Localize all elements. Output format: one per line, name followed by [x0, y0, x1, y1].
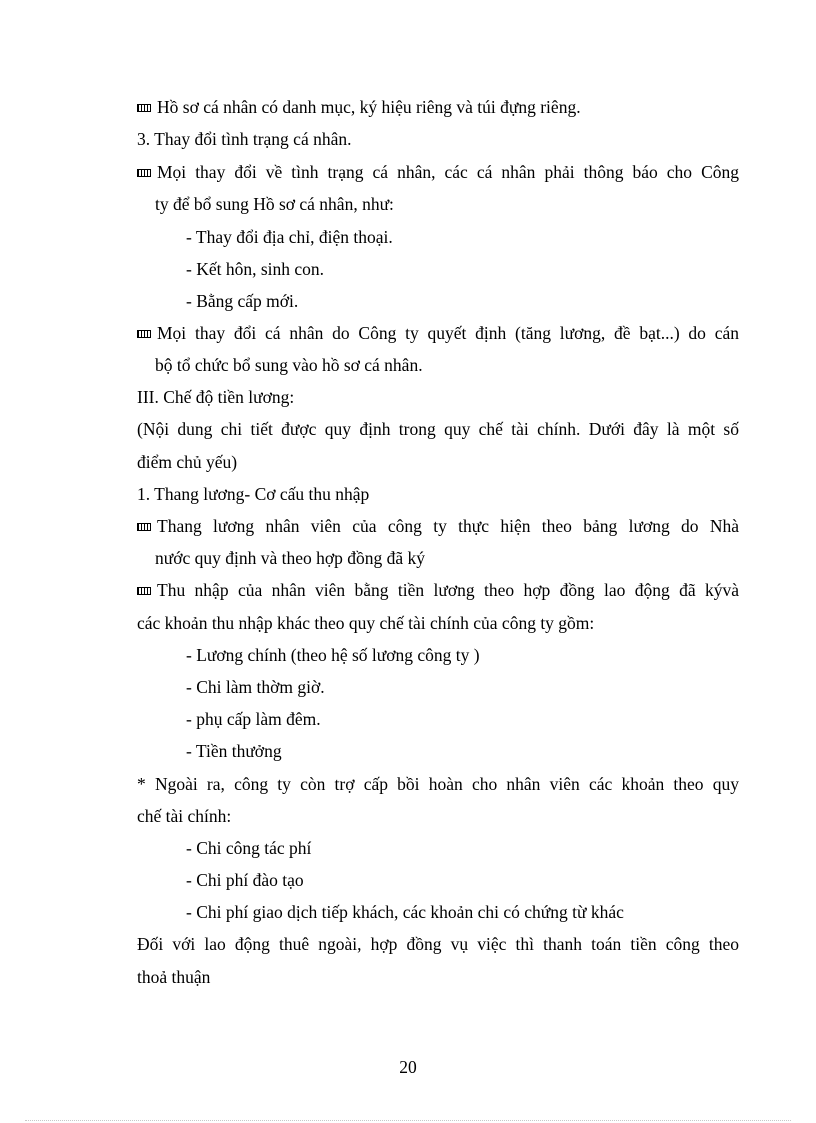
list-item: - Chi phí đào tạo — [186, 870, 304, 890]
list-item: - Kết hôn, sinh con. — [186, 259, 325, 279]
paragraph-line: nước quy định và theo hợp đồng đã ký — [155, 548, 426, 568]
line-text: Thu nhập của nhân viên bằng tiền lương theo hợp đồng lao động đã kývà — [157, 580, 739, 600]
paragraph-line: chế tài chính: — [137, 806, 232, 826]
page-number: 20 — [399, 1057, 417, 1077]
bullet-icon — [137, 330, 151, 338]
bullet-icon — [137, 104, 151, 112]
list-item: - Chi làm thờm giờ. — [186, 677, 325, 697]
paragraph-line: bộ tổ chức bổ sung vào hồ sơ cá nhân. — [155, 355, 423, 375]
paragraph-line — [137, 322, 739, 344]
page-bottom-divider — [25, 1120, 791, 1121]
paragraph-line: thoả thuận — [137, 967, 211, 987]
line-text: Mọi thay đổi cá nhân do Công ty quyết định (tăng lương, đề bạt...) do cán — [157, 323, 739, 343]
paragraph-line: ty để bổ sung Hồ sơ cá nhân, như: — [155, 194, 394, 214]
paragraph-line: các khoản thu nhập khác theo quy chế tài chính của công ty gồm: — [137, 613, 595, 633]
paragraph-line — [137, 96, 581, 118]
list-item: - Lương chính (theo hệ số lương công ty ) — [186, 645, 480, 665]
list-item: - Tiền thưởng — [186, 741, 282, 761]
paragraph-line: Đối với lao động thuê ngoài, hợp đồng vụ việc thì thanh toán tiền công theo — [137, 934, 739, 954]
list-item: - Chi phí giao dịch tiếp khách, các khoản chi có chứng từ khác — [186, 902, 624, 922]
bullet-icon — [137, 169, 151, 177]
line-text: Hồ sơ cá nhân có danh mục, ký hiệu riêng và túi đựng riêng. — [157, 97, 581, 117]
section-heading: 3. Thay đổi tình trạng cá nhân. — [137, 129, 352, 149]
bullet-icon — [137, 523, 151, 531]
paragraph-line: * Ngoài ra, công ty còn trợ cấp bồi hoàn cho nhân viên các khoản theo quy — [137, 774, 739, 794]
line-text: Mọi thay đổi về tình trạng cá nhân, các cá nhân phải thông báo cho Công — [157, 162, 739, 182]
line-text: Thang lương nhân viên của công ty thực hiện theo bảng lương do Nhà — [157, 516, 739, 536]
list-item: - Thay đổi địa chỉ, điện thoại. — [186, 227, 393, 247]
paragraph-line: (Nội dung chi tiết được quy định trong quy chế tài chính. Dưới đây là một số — [137, 419, 739, 439]
paragraph-line — [137, 515, 739, 537]
list-item: - phụ cấp làm đêm. — [186, 709, 321, 729]
paragraph-line: điểm chủ yếu) — [137, 452, 238, 472]
list-item: - Bằng cấp mới. — [186, 291, 299, 311]
list-item: - Chi công tác phí — [186, 838, 312, 858]
paragraph-line — [137, 579, 739, 601]
bullet-icon — [137, 587, 151, 595]
paragraph-line — [137, 161, 739, 183]
section-heading: III. Chế độ tiền lương: — [137, 387, 295, 407]
section-heading: 1. Thang lương- Cơ cấu thu nhập — [137, 484, 370, 504]
